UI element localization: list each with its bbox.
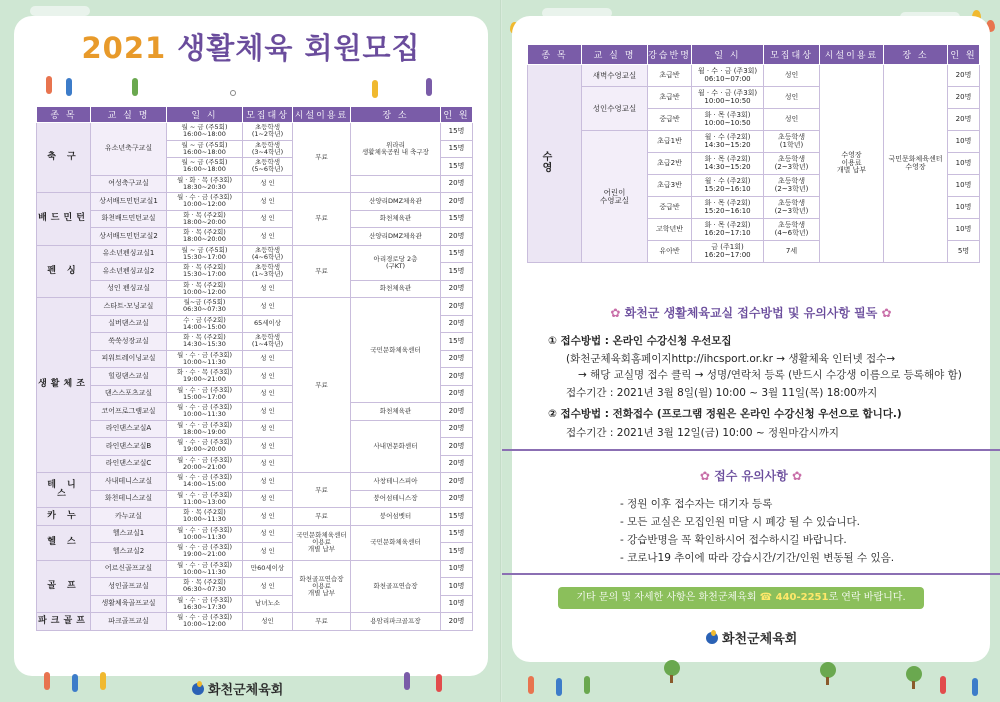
target-cell: 성 인	[243, 368, 293, 386]
class-name: 헬스교실2	[91, 543, 167, 561]
fee-cell: 무료	[293, 298, 351, 473]
schedule-cell: 화 · 목 (주2회) 18:00~20:00	[167, 210, 243, 228]
place-cell: 산양리DMZ체육관	[351, 193, 441, 211]
capacity-cell: 15명	[441, 333, 473, 351]
table-row	[37, 613, 473, 631]
target-cell: 성 인	[243, 525, 293, 543]
target-cell: 성 인	[243, 438, 293, 456]
schedule-cell: 월 · 수 · 금 (주3회) 10:00~10:50	[692, 87, 764, 109]
class-name: 힐링댄스교실	[91, 368, 167, 386]
target-cell: 초등학생 (2~3학년)	[764, 153, 820, 175]
place-cell: 산양리DMZ체육관	[351, 228, 441, 246]
capacity-cell: 10명	[948, 197, 980, 219]
logo-text: 화천군체육회	[722, 632, 798, 647]
schedule-cell: 화 · 목 (주2회) 14:30~15:20	[692, 153, 764, 175]
runner-figure	[556, 678, 562, 696]
target-cell: 성 인	[243, 280, 293, 298]
column-header: 장 소	[884, 45, 948, 65]
title-year: 2021	[81, 31, 167, 65]
column-header: 시설이용료	[293, 107, 351, 123]
target-cell: 성 인	[243, 490, 293, 508]
capacity-cell: 15명	[441, 543, 473, 561]
class-name: 피워트레이닝교실	[91, 350, 167, 368]
player-figure	[372, 80, 378, 98]
capacity-cell: 20명	[441, 193, 473, 211]
runner-figure	[972, 678, 978, 696]
schedule-cell: 월 ~ 금 (주5회) 16:00~18:00	[167, 158, 243, 176]
target-cell: 성 인	[243, 210, 293, 228]
target-cell: 성 인	[243, 403, 293, 421]
class-name: 상서배드민턴교실2	[91, 228, 167, 246]
capacity-cell: 20명	[948, 109, 980, 131]
cloud	[30, 6, 90, 16]
level-cell: 초급반	[648, 65, 692, 87]
schedule-cell: 월 ~ 금 (주5회) 16:00~18:00	[167, 140, 243, 158]
schedule-cell: 화 · 목 (주2회) 18:00~20:00	[167, 228, 243, 246]
class-name: 사내테니스교실	[91, 473, 167, 491]
page-title	[0, 26, 502, 67]
capacity-cell: 10명	[441, 560, 473, 578]
player-figure	[426, 78, 432, 96]
capacity-cell: 20명	[441, 385, 473, 403]
schedule-cell: 월 · 수 · 금 (주3회) 16:30~17:30	[167, 595, 243, 613]
sport-category: 카 누	[37, 508, 91, 526]
target-cell: 65세이상	[243, 315, 293, 333]
fee-cell: 수영장 이용료 개별 납부	[820, 65, 884, 263]
footer-logo	[192, 679, 283, 698]
schedule-cell: 월 ~ 금 (주5회) 15:30~17:00	[167, 245, 243, 263]
runner-figure	[528, 676, 534, 694]
schedule-cell: 화 · 목 (주2회) 16:20~17:10	[692, 219, 764, 241]
column-header: 모집대상	[764, 45, 820, 65]
target-cell: 남녀노소	[243, 595, 293, 613]
capacity-cell: 10명	[948, 131, 980, 153]
schedule-cell: 월 · 수 · 금 (주3회) 18:00~19:00	[167, 420, 243, 438]
class-name: 코어프로그램교실	[91, 403, 167, 421]
column-header: 교 실 명	[582, 45, 648, 65]
target-cell: 성 인	[243, 508, 293, 526]
schedule-cell: 월 · 수 · 금 (주3회) 10:00~11:30	[167, 525, 243, 543]
capacity-cell: 20명	[441, 473, 473, 491]
schedule-cell: 화 · 목 (주3회) 10:00~10:50	[692, 109, 764, 131]
place-cell: 화천체육관	[351, 280, 441, 298]
footer-logo	[706, 628, 797, 647]
table-row	[37, 420, 473, 438]
schedule-cell: 월 · 수 · 금 (주3회) 10:00~11:30	[167, 403, 243, 421]
title-main: 생활체육 회원모집	[177, 31, 421, 65]
target-cell: 성 인	[243, 193, 293, 211]
target-cell: 초등학생 (1~4학년)	[243, 333, 293, 351]
target-cell: 초등학생 (2~3학년)	[764, 197, 820, 219]
column-header: 장 소	[351, 107, 441, 123]
capacity-cell: 15명	[441, 508, 473, 526]
capacity-cell: 10명	[441, 595, 473, 613]
runner-figure	[44, 672, 50, 690]
capacity-cell: 15명	[441, 158, 473, 176]
target-cell: 성 인	[243, 228, 293, 246]
level-cell: 중급반	[648, 109, 692, 131]
class-name: 화천테니스교실	[91, 490, 167, 508]
capacity-cell: 20명	[441, 403, 473, 421]
sport-category: 파크골프	[37, 613, 91, 631]
capacity-cell: 15명	[441, 245, 473, 263]
place-cell: 화천체육관	[351, 210, 441, 228]
schedule-cell: 월 ~ 금 (주5회) 16:00~18:00	[167, 123, 243, 141]
target-cell: 성 인	[243, 350, 293, 368]
class-name: 화천배드민턴교실	[91, 210, 167, 228]
fee-cell: 무료	[293, 473, 351, 508]
schedule-cell: 월 · 수 (주2회) 15:20~16:10	[692, 175, 764, 197]
class-name: 파크골프교실	[91, 613, 167, 631]
sport-category: 생활체조	[37, 298, 91, 473]
schedule-cell: 월 · 수 · 금 (주3회) 06:10~07:00	[692, 65, 764, 87]
class-name: 카누교실	[91, 508, 167, 526]
level-cell: 초급3반	[648, 175, 692, 197]
place-cell: 붕어섬벳터	[351, 508, 441, 526]
target-cell: 성 인	[243, 420, 293, 438]
runner-figure	[404, 672, 410, 690]
capacity-cell: 20명	[948, 65, 980, 87]
target-cell: 초등학생 (1~3학년)	[243, 263, 293, 281]
schedule-cell: 월 · 수 · 금 (주3회) 20:00~21:00	[167, 455, 243, 473]
place-cell: 사창테니스피아	[351, 473, 441, 491]
column-header: 종 목	[528, 45, 582, 65]
schedule-cell: 화 · 목 (주2회) 14:30~15:30	[167, 333, 243, 351]
divider	[502, 449, 1000, 451]
table-row	[37, 560, 473, 578]
schedule-cell: 수 · 금 (주2회) 14:00~15:00	[167, 315, 243, 333]
target-cell: 성인	[764, 65, 820, 87]
column-header: 모집대상	[243, 107, 293, 123]
capacity-cell: 15명	[441, 263, 473, 281]
target-cell: 성 인	[243, 578, 293, 596]
target-cell: 7세	[764, 241, 820, 263]
class-name: 여성축구교실	[91, 175, 167, 193]
logo-text: 화천군체육회	[208, 683, 284, 698]
class-name: 어르신골프교실	[91, 560, 167, 578]
player-figure	[46, 76, 52, 94]
capacity-cell: 5명	[948, 241, 980, 263]
column-header: 강습반명	[648, 45, 692, 65]
target-cell: 성 인	[243, 175, 293, 193]
class-name: 성인수영교실	[582, 87, 648, 131]
class-name: 성인 펜싱교실	[91, 280, 167, 298]
fee-cell: 무료	[293, 613, 351, 631]
capacity-cell: 15명	[441, 525, 473, 543]
target-cell: 초등학생 (1~2학년)	[243, 123, 293, 141]
schedule-cell: 월 · 수 · 금 (주3회) 19:00~20:00	[167, 438, 243, 456]
target-cell: 성인	[243, 613, 293, 631]
caution-item: - 강습반명을 꼭 확인하시어 접수하시길 바랍니다.	[620, 534, 847, 546]
capacity-cell: 10명	[948, 175, 980, 197]
schedule-cell: 월 · 수 · 금 (주3회) 19:00~21:00	[167, 543, 243, 561]
fee-cell: 무료	[293, 508, 351, 526]
target-cell: 성 인	[243, 473, 293, 491]
method1-period: 접수기간 : 2021년 3월 8일(월) 10:00 ~ 3월 11일(목) 18:00까지	[566, 387, 878, 399]
class-name: 유소년펜싱교실2	[91, 263, 167, 281]
schedule-cell: 월 · 화 · 목 (주3회) 18:30~20:30	[167, 175, 243, 193]
schedule-cell: 화 · 목 (주2회) 15:30~17:00	[167, 263, 243, 281]
class-name: 유소년펜싱교실1	[91, 245, 167, 263]
capacity-cell: 15명	[441, 123, 473, 141]
class-name: 유소년축구교실	[91, 123, 167, 176]
table-row	[37, 193, 473, 211]
table-row	[37, 210, 473, 228]
schedule-cell: 화 · 수 · 목 (주3회) 19:00~21:00	[167, 368, 243, 386]
sport-category: 헬 스	[37, 525, 91, 560]
place-cell: 아리경로당 2층 (구KT)	[351, 245, 441, 280]
schedule-cell: 화 · 목 (주2회) 10:00~11:30	[167, 508, 243, 526]
fee-cell: 무료	[293, 123, 351, 193]
column-header: 일 시	[692, 45, 764, 65]
target-cell: 성인	[764, 109, 820, 131]
fee-cell: 무료	[293, 193, 351, 246]
schedule-cell: 월 · 수 · 금 (주3회) 10:00~12:00	[167, 193, 243, 211]
class-name: 상서배드민턴교실1	[91, 193, 167, 211]
class-name: 라인댄스교실A	[91, 420, 167, 438]
place-cell: 용암리파크골프장	[351, 613, 441, 631]
schedule-cell: 월 · 수 · 금 (주3회) 10:00~11:30	[167, 560, 243, 578]
schedule-cell: 월 · 수 (주2회) 14:30~15:20	[692, 131, 764, 153]
place-cell: 붕어섬테니스장	[351, 490, 441, 508]
column-header: 시설이용료	[820, 45, 884, 65]
runner-figure	[584, 676, 590, 694]
level-cell: 초급1반	[648, 131, 692, 153]
tree-icon	[906, 666, 922, 682]
class-name: 실버댄스교실	[91, 315, 167, 333]
method1-line1: (화천군체육회홈페이지http://ihcsport.or.kr → 생활체육 인터넷 접수→	[566, 353, 896, 365]
target-cell: 초등학생 (2~3학년)	[764, 175, 820, 197]
level-cell: 초급2반	[648, 153, 692, 175]
schedule-cell: 월 · 수 · 금 (주3회) 10:00~11:30	[167, 350, 243, 368]
logo-icon	[706, 632, 718, 644]
capacity-cell: 20명	[441, 438, 473, 456]
column-header: 종 목	[37, 107, 91, 123]
place-cell: 국민문화체육센터	[351, 298, 441, 403]
level-cell: 유아반	[648, 241, 692, 263]
fee-cell: 화천골프연습장 이용료 개별 납부	[293, 560, 351, 613]
class-name: 댄스스포츠교실	[91, 385, 167, 403]
capacity-cell: 20명	[441, 613, 473, 631]
level-cell: 고학년반	[648, 219, 692, 241]
capacity-cell: 20명	[441, 420, 473, 438]
capacity-cell: 20명	[441, 298, 473, 316]
method2-title: ② 접수방법 : 전화접수 (프로그램 정원은 온라인 수강신청 우선으로 합니다.)	[548, 408, 902, 420]
capacity-cell: 20명	[441, 455, 473, 473]
class-name: 헬스교실1	[91, 525, 167, 543]
place-cell: 화천체육관	[351, 403, 441, 421]
target-cell: 초등학생 (5~6학년)	[243, 158, 293, 176]
table-row	[37, 123, 473, 141]
target-cell: 만60세이상	[243, 560, 293, 578]
capacity-cell: 20명	[948, 87, 980, 109]
sport-category: 배드민턴	[37, 193, 91, 246]
runner-figure	[436, 674, 442, 692]
capacity-cell: 20명	[441, 490, 473, 508]
table-row	[37, 298, 473, 316]
target-cell: 성인	[764, 87, 820, 109]
logo-icon	[192, 683, 204, 695]
schedule-cell: 월 · 수 · 금 (주3회) 14:00~15:00	[167, 473, 243, 491]
sport-category: 테 니 스	[37, 473, 91, 508]
capacity-cell: 10명	[948, 153, 980, 175]
place-cell: 국민문화체육센터 수영장	[884, 65, 948, 263]
caution-item: - 정원 이후 접수자는 대기자 등록	[620, 498, 773, 510]
divider	[502, 573, 1000, 575]
player-figure	[132, 78, 138, 96]
schedule-cell: 화 · 목 (주2회) 15:20~16:10	[692, 197, 764, 219]
class-name: 쑥쑥성장교실	[91, 333, 167, 351]
table-row	[37, 473, 473, 491]
class-name: 생활체육골프교실	[91, 595, 167, 613]
table-row	[37, 228, 473, 246]
player-figure	[66, 78, 72, 96]
table-row	[37, 175, 473, 193]
class-schedule-table	[36, 106, 473, 631]
table-row	[37, 403, 473, 421]
schedule-cell: 화 · 목 (주2회) 06:30~07:30	[167, 578, 243, 596]
capacity-cell: 10명	[441, 578, 473, 596]
schedule-cell: 금 (주1회) 16:20~17:00	[692, 241, 764, 263]
target-cell: 초등학생 (4~6학년)	[764, 219, 820, 241]
method2-period: 접수기간 : 2021년 3월 12일(금) 10:00 ~ 정원마감시까지	[566, 427, 840, 439]
column-header: 교 실 명	[91, 107, 167, 123]
target-cell: 성 인	[243, 298, 293, 316]
tree-icon	[664, 660, 680, 676]
target-cell: 초등학생 (4~6학년)	[243, 245, 293, 263]
target-cell: 초등학생 (1학년)	[764, 131, 820, 153]
capacity-cell: 20명	[441, 315, 473, 333]
runner-figure	[940, 676, 946, 694]
method1-line2: → 해당 교실명 접수 클릭 → 성명/연락처 등록 (반드시 수강생 이름으로 등록해야 함)	[578, 369, 962, 381]
column-header: 인 원	[948, 45, 980, 65]
capacity-cell: 10명	[948, 219, 980, 241]
phone-number: ☎ 440-2251	[759, 592, 829, 603]
fee-cell: 무료	[293, 245, 351, 298]
schedule-cell: 월 · 수 · 금 (주3회) 15:00~17:00	[167, 385, 243, 403]
capacity-cell: 15명	[441, 140, 473, 158]
swim-schedule-table	[527, 44, 980, 263]
table-row	[37, 490, 473, 508]
runner-figure	[72, 674, 78, 692]
schedule-cell: 화 · 목 (주2회) 10:00~12:00	[167, 280, 243, 298]
table-row	[37, 525, 473, 543]
capacity-cell: 20명	[441, 350, 473, 368]
target-cell: 성 인	[243, 455, 293, 473]
schedule-cell: 월 · 수 · 금 (주3회) 11:00~13:00	[167, 490, 243, 508]
capacity-cell: 20명	[441, 175, 473, 193]
table-row	[37, 508, 473, 526]
table-row	[37, 245, 473, 263]
target-cell: 성 인	[243, 385, 293, 403]
target-cell: 성 인	[243, 543, 293, 561]
sport-category: 수 영	[528, 65, 582, 263]
class-name: 라인댄스교실C	[91, 455, 167, 473]
sport-category: 펜 싱	[37, 245, 91, 298]
schedule-cell: 월~금 (주5회) 06:30~07:30	[167, 298, 243, 316]
class-name: 라인댄스교실B	[91, 438, 167, 456]
method1-title: ① 접수방법 : 온라인 수강신청 우선모집	[548, 335, 732, 347]
capacity-cell: 15명	[441, 210, 473, 228]
capacity-cell: 20명	[441, 280, 473, 298]
level-cell: 중급반	[648, 197, 692, 219]
column-header: 인 원	[441, 107, 473, 123]
fee-cell: 국민문화체육센터 이용료 개별 납부	[293, 525, 351, 560]
caution-heading: ✿ 접수 유의사항 ✿	[699, 469, 803, 483]
tree-icon	[820, 662, 836, 678]
ball-icon	[230, 90, 236, 96]
level-cell: 초급반	[648, 87, 692, 109]
sport-category: 축 구	[37, 123, 91, 193]
column-header: 일 시	[167, 107, 243, 123]
place-cell: 화천골프연습장	[351, 560, 441, 613]
schedule-cell: 월 · 수 · 금 (주3회) 10:00~12:00	[167, 613, 243, 631]
table-row	[37, 280, 473, 298]
contact-banner: 기타 문의 및 자세한 사항은 화천군체육회 ☎ 440-2251로 연락 바랍니다.	[558, 587, 924, 609]
place-cell: 위라리 생활체육공원 내 축구장	[351, 123, 441, 176]
place-cell	[351, 175, 441, 193]
capacity-cell: 20명	[441, 228, 473, 246]
place-cell: 사내면문화센터	[351, 420, 441, 473]
runner-figure	[100, 672, 106, 690]
table-row	[528, 65, 980, 87]
notice-heading: ✿ 화천군 생활체육교실 접수방법 및 유의사항 필독 ✿	[610, 306, 892, 320]
caution-item: - 모든 교실은 모집인원 미달 시 폐강 될 수 있습니다.	[620, 516, 861, 528]
class-name: 성인골프교실	[91, 578, 167, 596]
place-cell: 국민문화체육센터	[351, 525, 441, 560]
target-cell: 초등학생 (3~4학년)	[243, 140, 293, 158]
sport-category: 골 프	[37, 560, 91, 613]
caution-item: - 코로나19 추이에 따라 강습시간/기간/인원 변동될 수 있음.	[620, 552, 895, 564]
class-name: 어린이 수영교실	[582, 131, 648, 263]
class-name: 새벽수영교실	[582, 65, 648, 87]
class-name: 스타트-모닝교실	[91, 298, 167, 316]
capacity-cell: 20명	[441, 368, 473, 386]
